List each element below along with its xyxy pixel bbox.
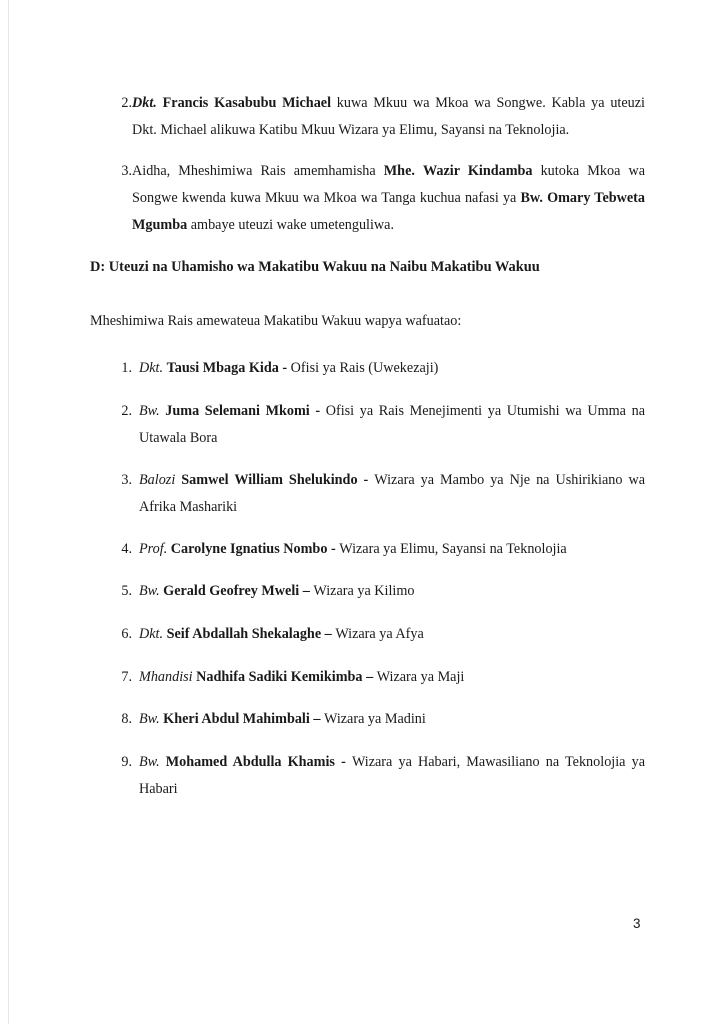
appointee-item: [112, 749, 645, 803]
person-title: Dkt.: [132, 95, 157, 111]
person-name: Tausi Mbaga Kida: [166, 360, 279, 376]
appointee-item: [112, 706, 645, 733]
office-name: Ofisi ya Rais (Uwekezaji): [290, 360, 439, 376]
item-description: ambaye uteuzi wake umetenguliwa.: [187, 217, 395, 233]
office-name: Wizara ya Mambo ya Nje na Ushirikiano wa Afrika Mashariki: [139, 472, 645, 515]
office-name: Wizara ya Elimu, Sayansi na Teknolojia: [339, 541, 567, 557]
item-text: [139, 536, 645, 563]
office-name: Wizara ya Maji: [376, 669, 465, 685]
section-heading: D: Uteuzi na Uhamisho wa Makatibu Wakuu na Naibu Makatibu Wakuu: [90, 259, 540, 275]
item-text: [139, 664, 645, 691]
office-name: Wizara ya Habari, Mawasiliano na Teknolojia ya Habari: [139, 754, 645, 797]
appointee-item: [112, 536, 645, 563]
person-title: Bw.: [520, 190, 543, 206]
person-title: Mhandisi: [139, 669, 193, 685]
person-name: Mohamed Abdulla Khamis: [165, 754, 335, 770]
separator: -: [309, 403, 326, 419]
separator: -: [334, 754, 352, 770]
person-name: Wazir Kindamba: [423, 163, 533, 179]
person-title: Bw.: [139, 754, 160, 770]
person-name: Carolyne Ignatius Nombo: [170, 541, 328, 557]
person-title: Mhe.: [383, 163, 415, 179]
person-name: Kheri Abdul Mahimbali: [163, 711, 310, 727]
separator: –: [299, 583, 314, 599]
item-text: [139, 621, 645, 648]
item-number: 5.: [121, 583, 132, 599]
scan-edge-line: [8, 0, 9, 1024]
person-title: Bw.: [139, 711, 160, 727]
person-title: Bw.: [139, 583, 160, 599]
separator: –: [362, 669, 377, 685]
continued-item: [112, 90, 645, 144]
item-number: 3.: [121, 163, 132, 179]
item-number: 2.: [121, 95, 132, 111]
page-number: 3: [633, 916, 641, 931]
person-title: Balozi: [139, 472, 176, 488]
item-number: 2.: [121, 403, 132, 419]
person-title: Dkt.: [139, 360, 164, 376]
person-title: Dkt.: [139, 626, 164, 642]
item-text: [139, 749, 645, 803]
item-text: [139, 706, 645, 733]
appointee-item: [112, 578, 645, 605]
separator: -: [327, 541, 340, 557]
person-title: Prof.: [139, 541, 168, 557]
separator: –: [309, 711, 324, 727]
person-name: Francis Kasabubu Michael: [162, 95, 332, 111]
item-number: 7.: [121, 669, 132, 685]
item-number: 6.: [121, 626, 132, 642]
person-name: Juma Selemani Mkomi: [165, 403, 310, 419]
separator: -: [278, 360, 291, 376]
item-number: 3.: [121, 472, 132, 488]
office-name: Wizara ya Afya: [335, 626, 424, 642]
item-text: [132, 90, 645, 144]
person-name: Seif Abdallah Shekalaghe: [166, 626, 322, 642]
item-description: kutoka Mkoa wa Songwe kwenda kuwa Mkuu wa Mkoa wa Tanga kuchua nafasi ya: [132, 163, 645, 206]
item-number: 8.: [121, 711, 132, 727]
item-description: kuwa Mkuu wa Mkoa wa Songwe. Kabla ya uteuzi Dkt. Michael alikuwa Katibu Mkuu Wizara ya Elimu, Sayansi na Teknolojia.: [132, 95, 645, 138]
appointee-item: [112, 664, 645, 691]
item-text: [139, 467, 645, 521]
person-name: Gerald Geofrey Mweli: [163, 583, 300, 599]
separator: –: [321, 626, 336, 642]
appointee-item: [112, 398, 645, 452]
person-name: Omary Tebweta Mgumba: [132, 190, 645, 233]
item-text: [132, 158, 645, 239]
appointee-item: [112, 621, 645, 648]
office-name: Wizara ya Kilimo: [313, 583, 415, 599]
item-text: [139, 398, 645, 452]
appointee-item: [112, 467, 645, 521]
office-name: Wizara ya Madini: [324, 711, 426, 727]
person-name: Nadhifa Sadiki Kemikimba: [196, 669, 363, 685]
person-title: Bw.: [139, 403, 160, 419]
item-lead-text: Aidha, Mheshimiwa Rais amemhamisha: [132, 163, 384, 179]
person-name: Samwel William Shelukindo: [181, 472, 358, 488]
separator: -: [357, 472, 375, 488]
item-text: [139, 355, 645, 382]
item-text: [139, 578, 645, 605]
office-name: Ofisi ya Rais Menejimenti ya Utumishi wa Umma na Utawala Bora: [139, 403, 645, 446]
continued-item: [112, 158, 645, 239]
item-number: 9.: [121, 754, 132, 770]
intro-paragraph: Mheshimiwa Rais amewateua Makatibu Wakuu wapya wafuatao:: [90, 313, 462, 329]
item-number: 1.: [121, 360, 132, 376]
item-number: 4.: [121, 541, 132, 557]
appointee-item: [112, 355, 645, 382]
